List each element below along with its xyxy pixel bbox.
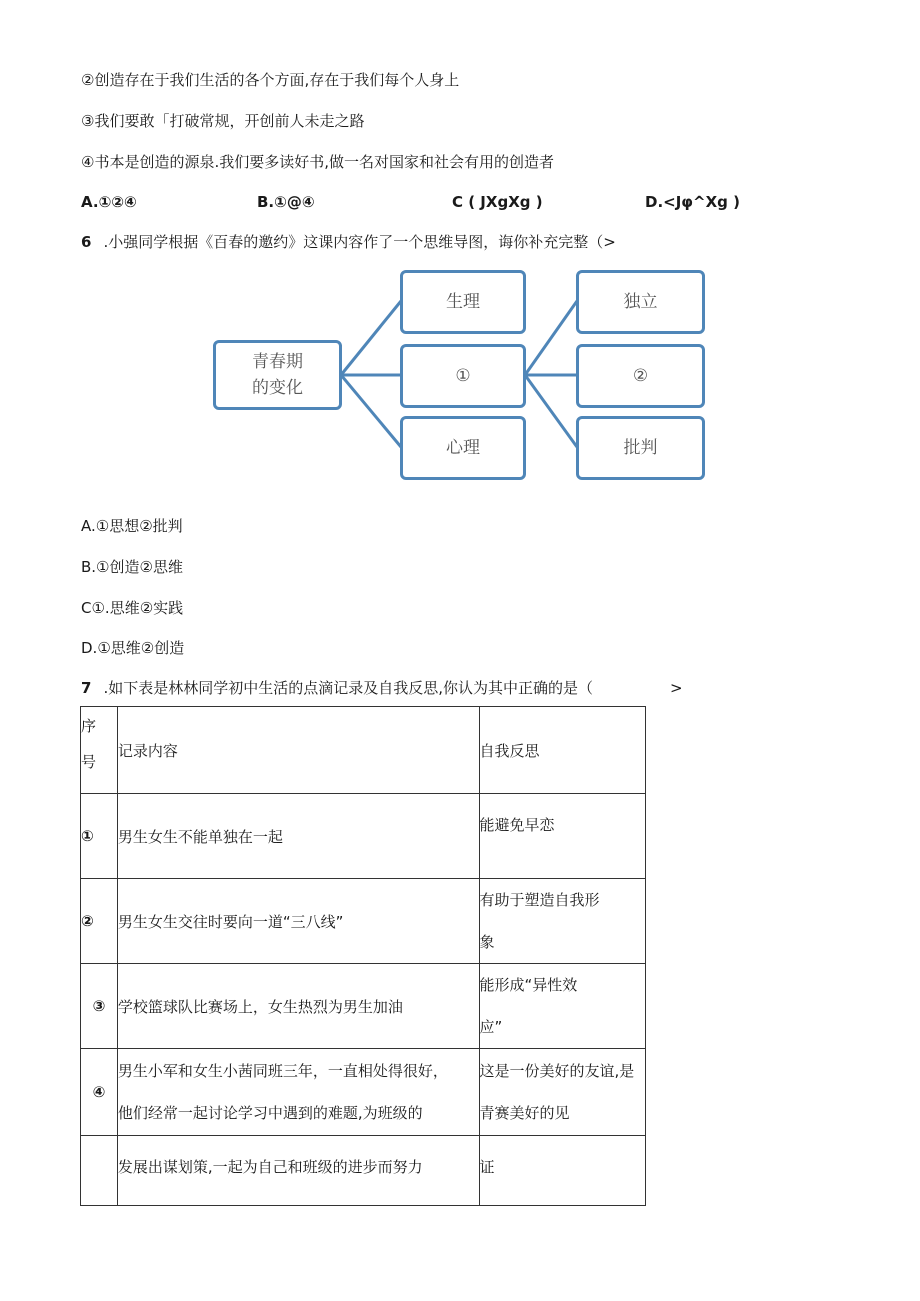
mindmap-node-independent: 独立 — [576, 270, 705, 334]
row4-reflection-line2: 青赛美好的见 — [479, 1104, 570, 1122]
row1-reflection: 能避免早恋 — [479, 794, 645, 879]
q7-text: .如下表是林林同学初中生活的点滴记录及自我反思,你认为其中正确的是（ — [103, 679, 593, 697]
row5-seq — [81, 1136, 118, 1206]
mindmap-node-physiology: 生理 — [400, 270, 526, 334]
table-row — [81, 794, 646, 879]
mindmap-node-blank2: ② — [576, 344, 705, 408]
row2-reflection-line1: 有助于塑造自我形 — [479, 891, 600, 909]
connector-root-psychology — [341, 375, 401, 447]
row3-record: 学校篮球队比赛场上，女生热烈为男生加油 — [117, 964, 479, 1049]
mindmap-root — [213, 340, 342, 410]
table-row — [81, 879, 646, 964]
row1-record: 男生女生不能单独在一起 — [117, 794, 479, 879]
row4-record-line2: 他们经常一起讨论学习中遇到的难题,为班级的 — [117, 1104, 423, 1122]
row2-record: 男生女生交往时要向一道“三八线” — [117, 879, 479, 964]
q5-option-c: C ( JXgXg ) — [452, 193, 543, 211]
q6-number: 6 — [81, 233, 92, 251]
statement-3: ③我们要敢「打破常规，开创前人未走之路 — [81, 112, 365, 130]
statement-2: ②创造存在于我们生活的各个方面,存在于我们每个人身上 — [81, 71, 460, 89]
q6-option-a: A.①思想②批判 — [81, 517, 183, 535]
connector-blank1-independent — [525, 301, 577, 375]
row2-reflection — [479, 879, 645, 964]
row5-reflection: 证 — [479, 1136, 645, 1206]
row4-record-line1: 男生小军和女生小茜同班三年，一直相处得很好， — [117, 1062, 448, 1080]
row3-reflection-line2: 应” — [479, 1018, 503, 1036]
table-header-row — [81, 707, 646, 794]
header-seq-line2: 号 — [81, 753, 97, 771]
row2-seq: ② — [81, 879, 118, 964]
mindmap-node-psychology: 心理 — [400, 416, 526, 480]
row4-reflection-line1: 这是一份美好的友谊,是 — [479, 1062, 635, 1080]
row4-seq: ④ — [81, 1049, 118, 1136]
q6-option-c: C①.思维②实践 — [81, 599, 184, 617]
row3-seq: ③ — [81, 964, 118, 1049]
row4-reflection — [479, 1049, 645, 1136]
row5-record: 发展出谋划策,一起为自己和班级的进步而努力 — [117, 1136, 479, 1206]
record-table — [80, 706, 646, 1206]
table-row — [81, 1049, 646, 1136]
header-record: 记录内容 — [117, 707, 479, 794]
q7-tail: > — [670, 679, 683, 697]
row3-reflection-line1: 能形成“异性效 — [479, 976, 578, 994]
q5-option-d: D.<Jφ^Xg ) — [645, 193, 740, 211]
statement-4: ④书本是创造的源泉.我们要多读好书,做一名对国家和社会有用的创造者 — [81, 153, 554, 171]
q5-option-a: A.①②④ — [81, 193, 137, 211]
q7-question — [81, 678, 593, 698]
mindmap-root-line1: 青春期 — [252, 352, 303, 372]
mindmap-node-blank1: ① — [400, 344, 526, 408]
q6-option-b: B.①创造②思维 — [81, 558, 183, 576]
mindmap-root-line2: 的变化 — [252, 378, 303, 398]
header-seq — [81, 707, 118, 794]
row4-record — [117, 1049, 479, 1136]
row2-reflection-line2: 象 — [479, 933, 495, 951]
mindmap-node-critical: 批判 — [576, 416, 705, 480]
header-seq-line1: 序 — [81, 717, 97, 735]
row1-seq: ① — [81, 794, 118, 879]
table-row — [81, 964, 646, 1049]
q7-number: 7 — [81, 679, 92, 697]
table-row — [81, 1136, 646, 1206]
q6-text: .小强同学根据《百春的邀约》这课内容作了一个思维导图，诲你补充完整（> — [103, 233, 616, 251]
header-reflection: 自我反思 — [479, 707, 645, 794]
q6-option-d: D.①思维②创造 — [81, 639, 185, 657]
row3-reflection — [479, 964, 645, 1049]
connector-root-physiology — [341, 301, 401, 375]
connector-blank1-critical — [525, 375, 577, 447]
q5-option-b: B.①@④ — [257, 193, 315, 211]
